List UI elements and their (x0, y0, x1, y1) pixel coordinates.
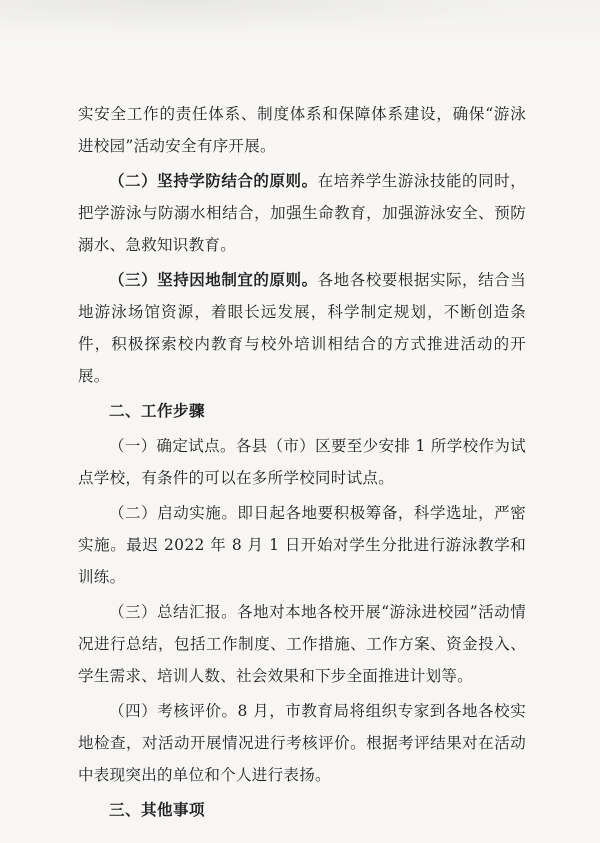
paragraph-principle-2 (78, 165, 526, 261)
paragraph-text: 各县（市）区要至少安排 1 所学校作为试点学校，有条件的可以在多所学校同时试点。 (78, 437, 526, 487)
paragraph-lead: （四）考核评价。 (109, 702, 238, 720)
paragraph-lead: （三）总结汇报。 (109, 603, 238, 621)
paragraph-lead: （一）确定试点。 (109, 437, 236, 455)
paragraph-step-3 (78, 596, 526, 692)
paragraph-text: 实安全工作的责任体系、制度体系和保障体系建设，确保“游泳进校园”活动安全有序开展。 (78, 105, 526, 155)
section-heading-work-steps: 二、工作步骤 (109, 401, 206, 420)
paragraph-continuation (78, 98, 526, 162)
paragraph-step-2 (78, 497, 526, 593)
document-body (78, 98, 526, 829)
paragraph-text: 8 月，市教育局将组织专家到各地各校实地检查，对活动开展情况进行考核评价。根据考评结果对在活动中表现突出的单位和个人进行表扬。 (78, 702, 526, 784)
paragraph-principle-3 (78, 264, 526, 392)
paragraph-text: 即日起各地要积极筹备，科学选址，严密实施。最迟 2022 年 8 月 1 日开始对学生分批进行游泳教学和训练。 (78, 504, 526, 586)
section-heading-other-matters: 三、其他事项 (109, 800, 206, 819)
paragraph-text: 各地各校要根据实际，结合当地游泳场馆资源，着眼长远发展，科学制定规划，不断创造条件，积极探索校内教育与校外培训相结合的方式推进活动的开展。 (78, 271, 526, 385)
paragraph-lead: （三）坚持因地制宜的原则。 (109, 270, 318, 289)
paragraph-lead: （二）坚持学防结合的原则。 (109, 171, 318, 190)
paragraph-step-4 (78, 695, 526, 791)
paragraph-text: 各地对本地各校开展“游泳进校园”活动情况进行总结，包括工作制度、工作措施、工作方案、资金投入、学生需求、培训人数、社会效果和下步全面推进计划等。 (78, 603, 526, 685)
scan-smudge (0, 0, 600, 40)
paragraph-text: 在培养学生游泳技能的同时，把学游泳与防溺水相结合，加强生命教育，加强游泳安全、预防溺水、急救知识教育。 (78, 172, 526, 254)
paragraph-step-1 (78, 430, 526, 494)
paragraph-lead: （二）启动实施。 (109, 504, 238, 522)
